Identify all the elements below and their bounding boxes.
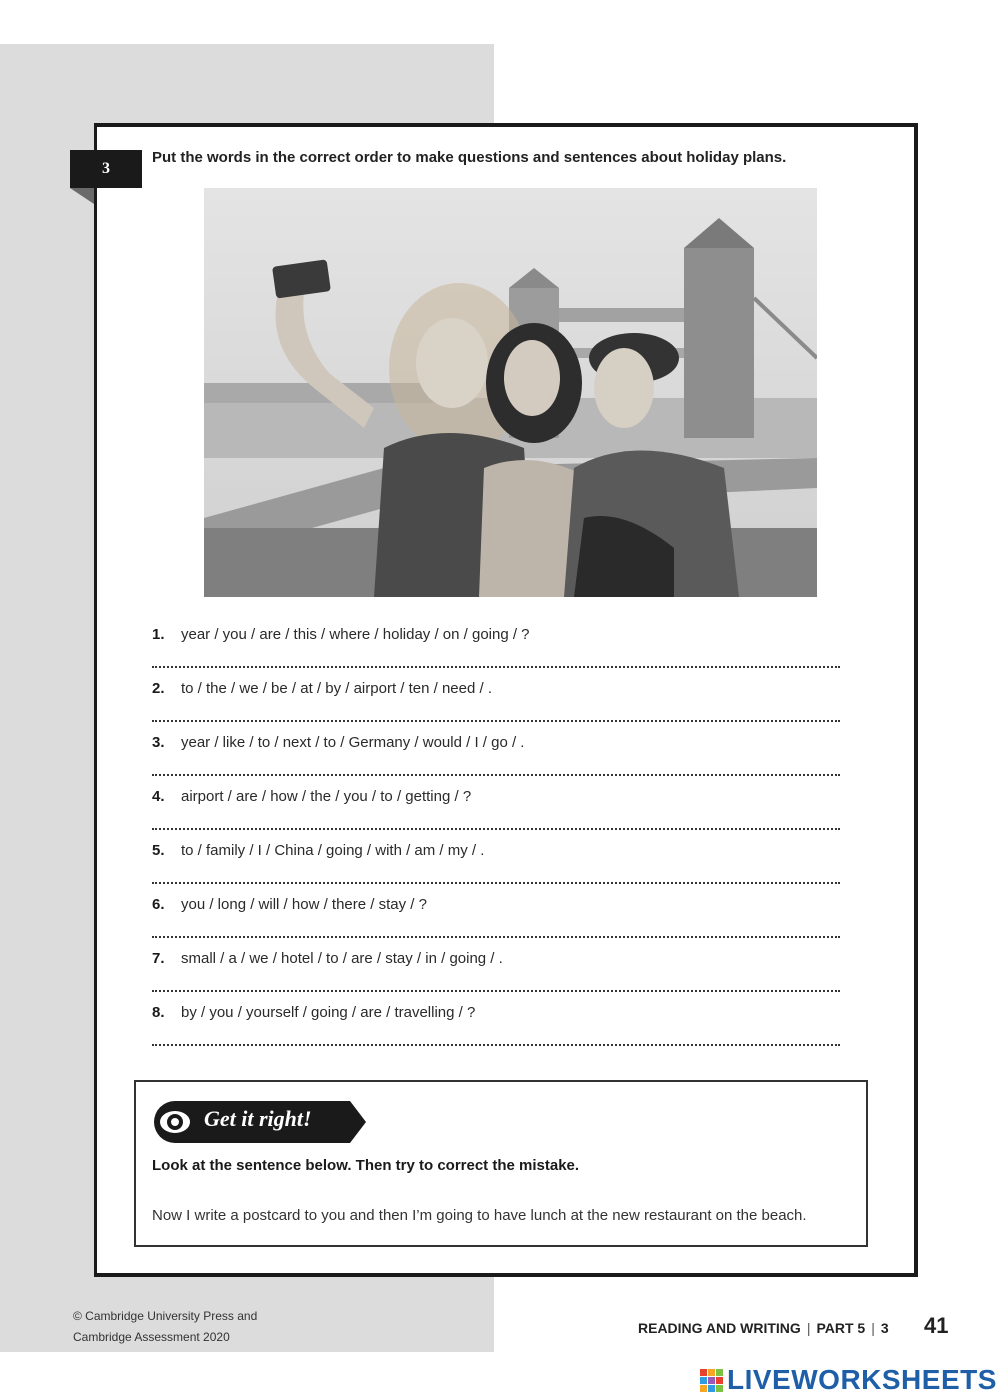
logo-grid-cell	[716, 1377, 723, 1384]
list-item	[152, 840, 842, 894]
item-words: to / the / we / be / at / by / airport / ten / need / .	[181, 680, 493, 697]
list-item	[152, 732, 842, 786]
item-words: airport / are / how / the / you / to / getting / ?	[181, 788, 472, 805]
holiday-selfie-photo	[204, 188, 817, 597]
tip-instruction: Look at the sentence below. Then try to correct the mistake.	[152, 1157, 580, 1174]
answer-line[interactable]	[152, 936, 840, 938]
item-number: 4.	[152, 788, 165, 805]
answer-line[interactable]	[152, 882, 840, 884]
item-number: 5.	[152, 842, 165, 859]
answer-line[interactable]	[152, 990, 840, 992]
exercise-number: 3	[102, 160, 110, 177]
copyright-line: Cambridge Assessment 2020	[73, 1330, 230, 1344]
separator: |	[871, 1320, 875, 1336]
get-it-right-title: Get it right!	[204, 1106, 312, 1131]
exercise-instruction: Put the words in the correct order to make questions and sentences about holiday plans.	[152, 149, 787, 166]
copyright-notice	[73, 1306, 257, 1348]
item-number: 8.	[152, 1004, 165, 1021]
exercise-items-list	[152, 624, 842, 1056]
item-words: year / like / to / next / to / Germany / would / I / go / .	[181, 734, 525, 751]
logo-grid-cell	[700, 1377, 707, 1384]
answer-line[interactable]	[152, 774, 840, 776]
separator: |	[806, 1320, 811, 1336]
logo-grid-cell	[708, 1369, 715, 1376]
logo-grid-cell	[716, 1369, 723, 1376]
liveworksheets-logo[interactable]	[700, 1364, 997, 1396]
list-item	[152, 1002, 842, 1056]
logo-text: LIVEWORKSHEETS	[727, 1364, 997, 1395]
item-number: 3.	[152, 734, 165, 751]
tip-sentence: Now I write a postcard to you and then I’m going to have lunch at the new restaurant on the beach.	[152, 1207, 807, 1224]
logo-grid-cell	[708, 1385, 715, 1392]
eye-icon	[154, 1101, 196, 1143]
logo-grid-cell	[700, 1369, 707, 1376]
list-item	[152, 948, 842, 1002]
exercise-number-tab	[70, 150, 142, 188]
part-name: PART 5	[816, 1320, 866, 1336]
answer-line[interactable]	[152, 1044, 840, 1046]
item-number: 7.	[152, 950, 165, 967]
item-words: to / family / I / China / going / with / am / my / .	[181, 842, 485, 859]
list-item	[152, 678, 842, 732]
list-item	[152, 786, 842, 840]
logo-grid-cell	[708, 1377, 715, 1384]
item-words: by / you / yourself / going / are / travelling / ?	[181, 1004, 476, 1021]
item-words: year / you / are / this / where / holiday / on / going / ?	[181, 626, 530, 643]
item-words: small / a / we / hotel / to / are / stay / in / going / .	[181, 950, 503, 967]
section-name: READING AND WRITING	[638, 1320, 801, 1336]
section-label	[638, 1320, 889, 1336]
logo-grid-cell	[700, 1385, 707, 1392]
answer-line[interactable]	[152, 720, 840, 722]
item-number: 6.	[152, 896, 165, 913]
answer-line[interactable]	[152, 666, 840, 668]
tab-fold-decoration	[70, 188, 94, 204]
answer-line[interactable]	[152, 828, 840, 830]
list-item	[152, 894, 842, 948]
item-words: you / long / will / how / there / stay / ?	[181, 896, 427, 913]
logo-grid-icon	[700, 1369, 723, 1392]
item-number: 1.	[152, 626, 165, 643]
task-number: 3	[880, 1320, 889, 1336]
list-item	[152, 624, 842, 678]
logo-grid-cell	[716, 1385, 723, 1392]
copyright-line: © Cambridge University Press and	[73, 1309, 258, 1323]
item-number: 2.	[152, 680, 165, 697]
page-number: 41	[924, 1313, 949, 1338]
